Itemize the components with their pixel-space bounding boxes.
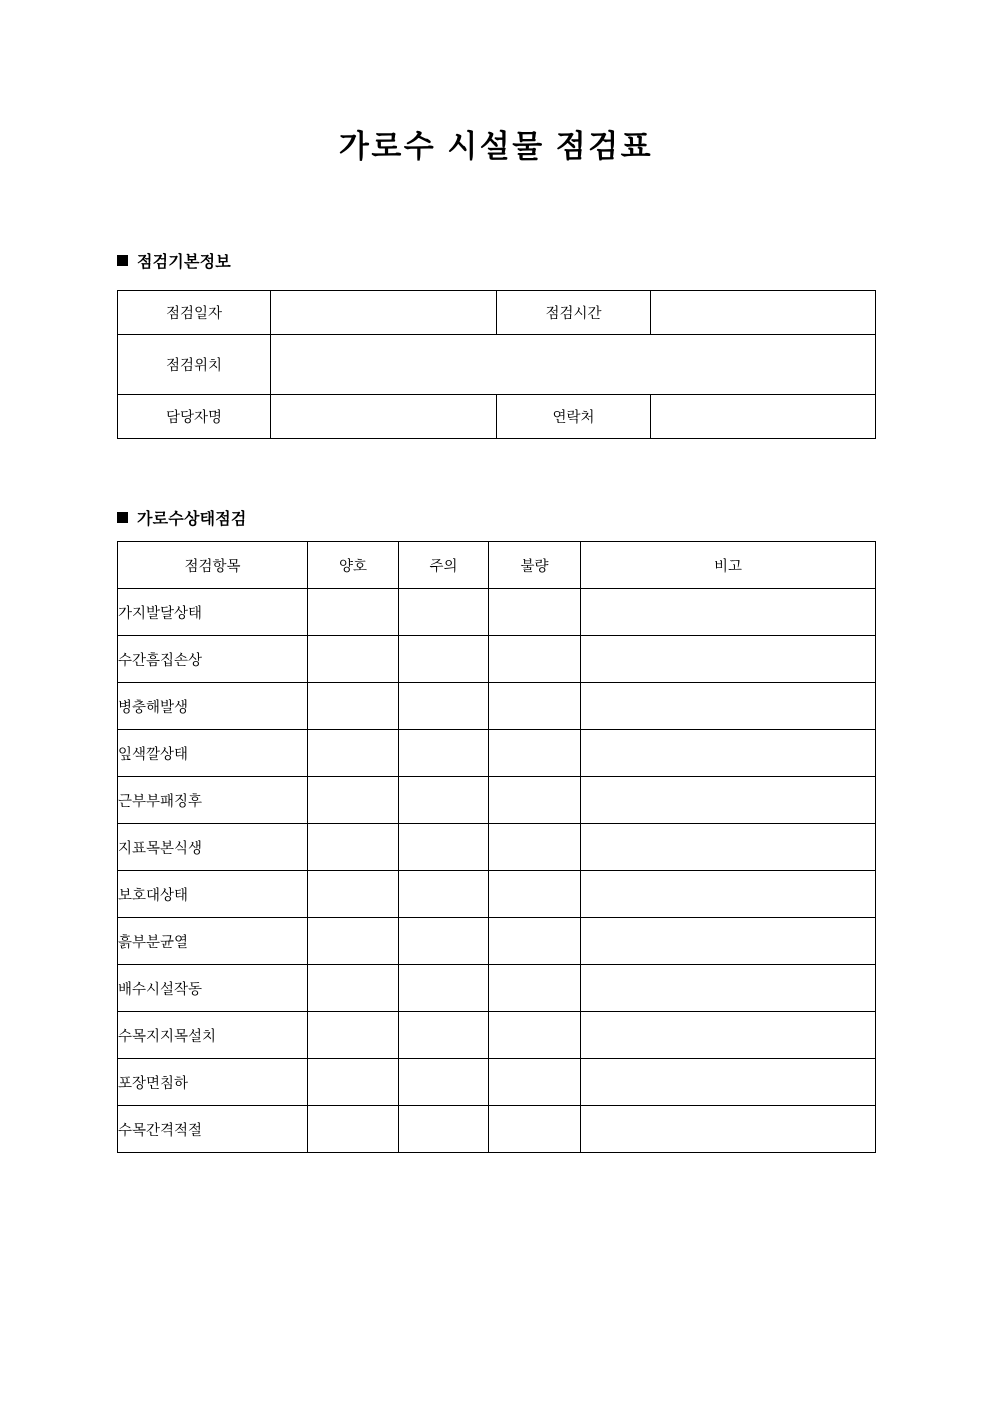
checklist-caution-cell[interactable] [399,636,489,683]
inspection-date-label: 점검일자 [118,291,271,335]
checklist-remark-cell[interactable] [581,1059,876,1106]
checklist-remark-cell[interactable] [581,683,876,730]
checklist-item-label: 포장면침하 [118,1059,308,1106]
checklist-good-cell[interactable] [308,1012,399,1059]
checklist-good-cell[interactable] [308,777,399,824]
inspector-name-field[interactable] [271,395,497,439]
checklist-remark-cell[interactable] [581,636,876,683]
checklist-item-label: 수간흠집손상 [118,636,308,683]
section-heading-tree-status-label: 가로수상태점검 [137,511,247,528]
contact-label: 연락처 [497,395,651,439]
table-row [118,395,876,439]
checklist-item-label: 병충해발생 [118,683,308,730]
checklist-item-label: 가지발달상태 [118,589,308,636]
checklist-item-label: 배수시설작동 [118,965,308,1012]
checklist-good-cell[interactable] [308,965,399,1012]
checklist-caution-cell[interactable] [399,1059,489,1106]
checklist-bad-cell[interactable] [489,918,581,965]
checklist-bad-cell[interactable] [489,1059,581,1106]
table-row [118,589,876,636]
page-title: 가로수 시설물 점검표 [338,129,654,164]
checklist-remark-cell[interactable] [581,965,876,1012]
checklist-caution-cell[interactable] [399,918,489,965]
filled-square-bullet-icon [117,255,128,266]
table-row [118,1012,876,1059]
table-row [118,1106,876,1153]
checklist-bad-cell[interactable] [489,965,581,1012]
checklist-good-cell[interactable] [308,918,399,965]
checklist-caution-cell[interactable] [399,871,489,918]
checklist-remark-cell[interactable] [581,589,876,636]
checklist-caution-cell[interactable] [399,589,489,636]
checklist-caution-cell[interactable] [399,965,489,1012]
table-header-row [118,542,876,589]
table-row [118,335,876,395]
checklist-remark-cell[interactable] [581,918,876,965]
checklist-good-cell[interactable] [308,683,399,730]
section-heading-tree-status [117,506,247,529]
inspection-date-field[interactable] [271,291,497,335]
column-header-bad: 불량 [489,542,581,589]
column-header-item: 점검항목 [118,542,308,589]
checklist-bad-cell[interactable] [489,589,581,636]
table-row [118,291,876,335]
checklist-body [118,589,876,1153]
checklist-good-cell[interactable] [308,1106,399,1153]
checklist-good-cell[interactable] [308,824,399,871]
checklist-bad-cell[interactable] [489,1012,581,1059]
checklist-bad-cell[interactable] [489,636,581,683]
checklist-remark-cell[interactable] [581,824,876,871]
inspection-time-field[interactable] [651,291,876,335]
table-row [118,965,876,1012]
checklist-item-label: 잎색깔상태 [118,730,308,777]
checklist-item-label: 수목지지목설치 [118,1012,308,1059]
checklist-item-label: 보호대상태 [118,871,308,918]
checklist-good-cell[interactable] [308,730,399,777]
column-header-remark: 비고 [581,542,876,589]
inspection-time-label: 점검시간 [497,291,651,335]
column-header-good: 양호 [308,542,399,589]
column-header-caution: 주의 [399,542,489,589]
checklist-item-label: 수목간격적절 [118,1106,308,1153]
inspection-location-field[interactable] [271,335,876,395]
checklist-good-cell[interactable] [308,589,399,636]
table-row [118,636,876,683]
checklist-caution-cell[interactable] [399,730,489,777]
table-row [118,871,876,918]
checklist-item-label: 근부부패징후 [118,777,308,824]
table-row [118,824,876,871]
checklist-remark-cell[interactable] [581,730,876,777]
checklist-remark-cell[interactable] [581,1012,876,1059]
table-row [118,730,876,777]
table-row [118,777,876,824]
tree-status-checklist-table [117,541,876,1153]
checklist-remark-cell[interactable] [581,1106,876,1153]
checklist-bad-cell[interactable] [489,1106,581,1153]
checklist-bad-cell[interactable] [489,730,581,777]
inspection-location-label: 점검위치 [118,335,271,395]
checklist-good-cell[interactable] [308,871,399,918]
filled-square-bullet-icon [117,512,128,523]
checklist-caution-cell[interactable] [399,1012,489,1059]
table-row [118,683,876,730]
inspector-name-label: 담당자명 [118,395,271,439]
contact-field[interactable] [651,395,876,439]
checklist-remark-cell[interactable] [581,777,876,824]
table-row [118,1059,876,1106]
checklist-remark-cell[interactable] [581,871,876,918]
checklist-item-label: 흙부분균열 [118,918,308,965]
checklist-bad-cell[interactable] [489,683,581,730]
checklist-caution-cell[interactable] [399,777,489,824]
section-heading-basic-info [117,249,231,272]
table-row [118,918,876,965]
checklist-caution-cell[interactable] [399,1106,489,1153]
basic-info-table [117,290,876,439]
checklist-caution-cell[interactable] [399,824,489,871]
checklist-bad-cell[interactable] [489,824,581,871]
checklist-good-cell[interactable] [308,636,399,683]
checklist-bad-cell[interactable] [489,777,581,824]
checklist-item-label: 지표목본식생 [118,824,308,871]
checklist-bad-cell[interactable] [489,871,581,918]
checklist-good-cell[interactable] [308,1059,399,1106]
section-heading-basic-info-label: 점검기본정보 [137,254,231,271]
checklist-caution-cell[interactable] [399,683,489,730]
